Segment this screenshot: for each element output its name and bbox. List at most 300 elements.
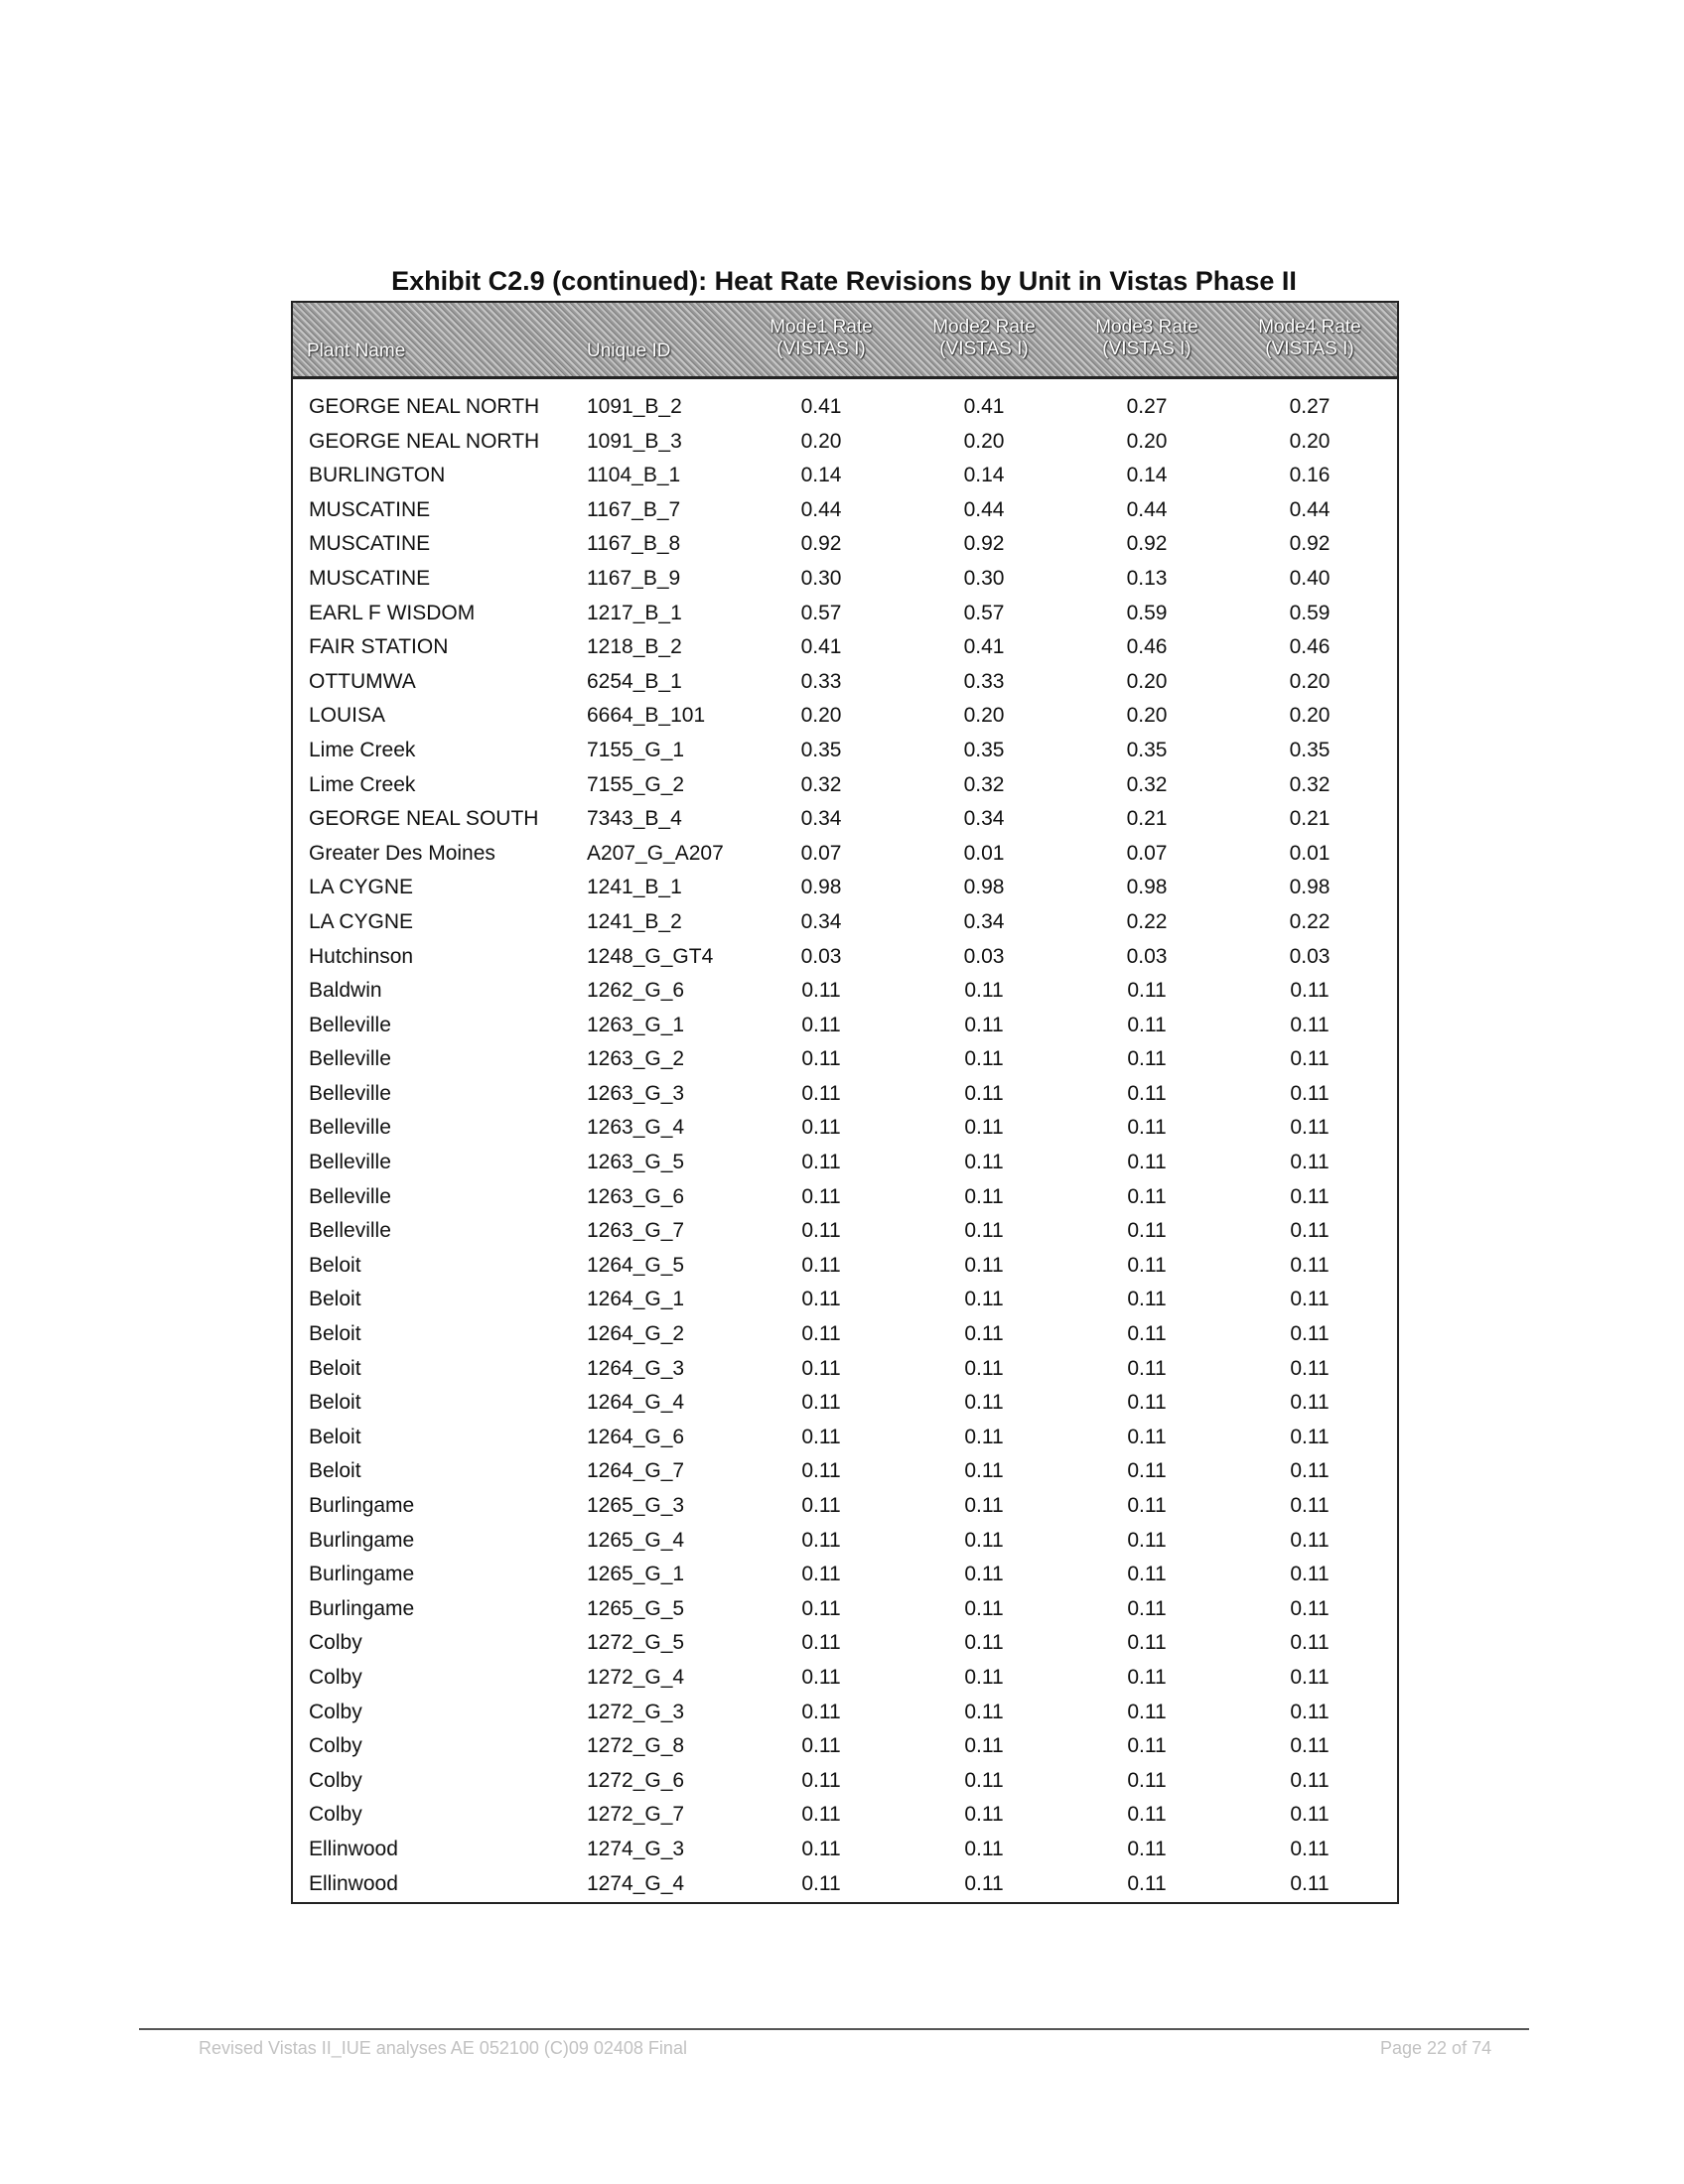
mode4-rate-cell: 0.11 — [1290, 1013, 1330, 1036]
table-row — [293, 1798, 1397, 1833]
mode2-rate-cell: 0.11 — [964, 1184, 1004, 1208]
mode4-rate-cell: 0.11 — [1290, 1563, 1330, 1586]
mode2-rate-cell: 0.20 — [963, 704, 1005, 728]
table-row — [293, 1283, 1397, 1317]
unique-id-cell: 6664_B_101 — [587, 704, 706, 728]
unique-id-cell: 1217_B_1 — [587, 601, 682, 624]
mode3-rate-cell: 0.92 — [1126, 532, 1168, 556]
mode4-rate-cell: 0.11 — [1290, 1288, 1330, 1311]
plant-name-cell: Belleville — [309, 1116, 391, 1140]
mode3-rate-cell: 0.11 — [1127, 1013, 1167, 1036]
plant-name-cell: BURLINGTON — [309, 464, 446, 487]
mode2-rate-cell: 0.30 — [963, 566, 1005, 590]
mode3-rate-cell: 0.03 — [1126, 944, 1168, 968]
mode1-rate-cell: 0.11 — [801, 1425, 841, 1448]
mode2-rate-cell: 0.11 — [964, 1596, 1004, 1620]
unique-id-cell: 7155_G_1 — [587, 738, 685, 761]
unique-id-cell: 7343_B_4 — [587, 807, 682, 831]
mode4-rate-cell: 0.11 — [1290, 1494, 1330, 1517]
mode3-rate-cell: 0.11 — [1127, 1322, 1167, 1346]
mode3-rate-cell: 0.11 — [1127, 1219, 1167, 1243]
table-header — [293, 303, 1397, 379]
table-row — [293, 1592, 1397, 1627]
mode4-rate-cell: 0.44 — [1289, 497, 1331, 521]
mode4-rate-cell: 0.16 — [1289, 464, 1331, 487]
header-plant-name: Plant Name — [307, 341, 406, 361]
table-row — [293, 699, 1397, 734]
mode1-rate-cell: 0.07 — [800, 841, 842, 865]
mode2-rate-cell: 0.11 — [964, 1081, 1004, 1105]
unique-id-cell: 1263_G_5 — [587, 1151, 685, 1174]
table-row — [293, 527, 1397, 562]
plant-name-cell: Colby — [309, 1768, 362, 1792]
mode4-rate-cell: 0.11 — [1290, 1425, 1330, 1448]
unique-id-cell: 1272_G_4 — [587, 1665, 685, 1689]
mode3-rate-cell: 0.11 — [1127, 1425, 1167, 1448]
mode1-rate-cell: 0.30 — [800, 566, 842, 590]
mode3-rate-cell: 0.11 — [1127, 1563, 1167, 1586]
unique-id-cell: 1264_G_1 — [587, 1288, 685, 1311]
mode2-rate-cell: 0.44 — [963, 497, 1005, 521]
plant-name-cell: MUSCATINE — [309, 566, 431, 590]
mode3-rate-cell: 0.22 — [1126, 909, 1168, 933]
mode1-rate-cell: 0.11 — [801, 979, 841, 1003]
mode2-rate-cell: 0.11 — [964, 979, 1004, 1003]
header-unique-id: Unique ID — [587, 341, 671, 361]
mode3-rate-cell: 0.11 — [1127, 1184, 1167, 1208]
footer-divider — [139, 2028, 1529, 2030]
mode2-rate-cell: 0.11 — [964, 1288, 1004, 1311]
mode1-rate-cell: 0.11 — [801, 1700, 841, 1723]
mode1-rate-cell: 0.11 — [801, 1528, 841, 1552]
table-row — [293, 1042, 1397, 1077]
unique-id-cell: A207_G_A207 — [587, 841, 724, 865]
plant-name-cell: Burlingame — [309, 1528, 415, 1552]
table-row — [293, 1489, 1397, 1524]
mode4-rate-cell: 0.27 — [1289, 395, 1331, 418]
mode1-rate-cell: 0.11 — [801, 1253, 841, 1277]
mode1-rate-cell: 0.11 — [801, 1803, 841, 1827]
table-row — [293, 1386, 1397, 1421]
mode2-rate-cell: 0.11 — [964, 1665, 1004, 1689]
plant-name-cell: Lime Creek — [309, 772, 416, 796]
unique-id-cell: 1265_G_3 — [587, 1494, 685, 1517]
table-row — [293, 493, 1397, 528]
mode4-rate-cell: 0.11 — [1290, 1151, 1330, 1174]
mode3-rate-cell: 0.20 — [1126, 429, 1168, 453]
mode4-rate-cell: 0.11 — [1290, 1837, 1330, 1860]
unique-id-cell: 1264_G_3 — [587, 1356, 685, 1380]
plant-name-cell: Belleville — [309, 1184, 391, 1208]
mode4-rate-cell: 0.11 — [1290, 1322, 1330, 1346]
mode2-rate-cell: 0.57 — [963, 601, 1005, 624]
unique-id-cell: 1263_G_4 — [587, 1116, 685, 1140]
table-row — [293, 802, 1397, 837]
header-mode4: Mode4 Rate (VISTAS I) — [1258, 317, 1361, 359]
table-row — [293, 905, 1397, 940]
plant-name-cell: MUSCATINE — [309, 532, 431, 556]
plant-name-cell: FAIR STATION — [309, 635, 449, 659]
unique-id-cell: 1262_G_6 — [587, 979, 685, 1003]
mode4-rate-cell: 0.11 — [1290, 1665, 1330, 1689]
mode3-rate-cell: 0.07 — [1126, 841, 1168, 865]
plant-name-cell: Lime Creek — [309, 738, 416, 761]
mode3-rate-cell: 0.11 — [1127, 1665, 1167, 1689]
unique-id-cell: 1264_G_5 — [587, 1253, 685, 1277]
mode4-rate-cell: 0.11 — [1290, 1081, 1330, 1105]
mode2-rate-cell: 0.03 — [963, 944, 1005, 968]
mode3-rate-cell: 0.11 — [1127, 1528, 1167, 1552]
unique-id-cell: 1091_B_2 — [587, 395, 682, 418]
unique-id-cell: 1264_G_7 — [587, 1459, 685, 1483]
unique-id-cell: 1241_B_2 — [587, 909, 682, 933]
table-row — [293, 1661, 1397, 1696]
mode3-rate-cell: 0.21 — [1126, 807, 1168, 831]
mode4-rate-cell: 0.22 — [1289, 909, 1331, 933]
mode1-rate-cell: 0.11 — [801, 1494, 841, 1517]
mode2-rate-cell: 0.34 — [963, 807, 1005, 831]
mode3-rate-cell: 0.11 — [1127, 1391, 1167, 1415]
table-row — [293, 459, 1397, 493]
unique-id-cell: 1167_B_8 — [587, 532, 681, 556]
table-row — [293, 974, 1397, 1009]
unique-id-cell: 1263_G_1 — [587, 1013, 685, 1036]
unique-id-cell: 1272_G_5 — [587, 1631, 685, 1655]
mode1-rate-cell: 0.11 — [801, 1596, 841, 1620]
table-row — [293, 1214, 1397, 1249]
mode4-rate-cell: 0.11 — [1290, 1596, 1330, 1620]
table-row — [293, 1867, 1397, 1902]
mode3-rate-cell: 0.59 — [1126, 601, 1168, 624]
mode3-rate-cell: 0.11 — [1127, 1253, 1167, 1277]
mode1-rate-cell: 0.11 — [801, 1631, 841, 1655]
mode3-rate-cell: 0.11 — [1127, 1700, 1167, 1723]
unique-id-cell: 1265_G_4 — [587, 1528, 685, 1552]
unique-id-cell: 1265_G_1 — [587, 1563, 685, 1586]
mode2-rate-cell: 0.11 — [964, 1768, 1004, 1792]
unique-id-cell: 1091_B_3 — [587, 429, 682, 453]
plant-name-cell: GEORGE NEAL SOUTH — [309, 807, 539, 831]
mode1-rate-cell: 0.11 — [801, 1151, 841, 1174]
mode3-rate-cell: 0.11 — [1127, 1356, 1167, 1380]
unique-id-cell: 1263_G_2 — [587, 1047, 685, 1071]
mode3-rate-cell: 0.11 — [1127, 1631, 1167, 1655]
unique-id-cell: 1104_B_1 — [587, 464, 681, 487]
unique-id-cell: 1263_G_6 — [587, 1184, 685, 1208]
mode2-rate-cell: 0.11 — [964, 1700, 1004, 1723]
mode3-rate-cell: 0.11 — [1127, 1288, 1167, 1311]
plant-name-cell: Ellinwood — [309, 1871, 398, 1895]
mode3-rate-cell: 0.27 — [1126, 395, 1168, 418]
mode1-rate-cell: 0.11 — [801, 1665, 841, 1689]
plant-name-cell: Belleville — [309, 1219, 391, 1243]
table-row — [293, 1764, 1397, 1799]
mode4-rate-cell: 0.11 — [1290, 1803, 1330, 1827]
plant-name-cell: Colby — [309, 1700, 362, 1723]
table-row — [293, 1352, 1397, 1387]
mode1-rate-cell: 0.34 — [800, 909, 842, 933]
plant-name-cell: Colby — [309, 1803, 362, 1827]
mode3-rate-cell: 0.11 — [1127, 979, 1167, 1003]
unique-id-cell: 1264_G_4 — [587, 1391, 685, 1415]
plant-name-cell: Belleville — [309, 1013, 391, 1036]
table-row — [293, 768, 1397, 803]
mode3-rate-cell: 0.11 — [1127, 1151, 1167, 1174]
mode4-rate-cell: 0.01 — [1289, 841, 1331, 865]
mode3-rate-cell: 0.11 — [1127, 1116, 1167, 1140]
table-row — [293, 1696, 1397, 1730]
mode3-rate-cell: 0.46 — [1126, 635, 1168, 659]
unique-id-cell: 7155_G_2 — [587, 772, 685, 796]
mode3-rate-cell: 0.11 — [1127, 1803, 1167, 1827]
mode3-rate-cell: 0.98 — [1126, 876, 1168, 899]
plant-name-cell: Beloit — [309, 1356, 361, 1380]
mode2-rate-cell: 0.11 — [964, 1356, 1004, 1380]
mode2-rate-cell: 0.20 — [963, 429, 1005, 453]
mode2-rate-cell: 0.14 — [963, 464, 1005, 487]
mode2-rate-cell: 0.11 — [964, 1871, 1004, 1895]
plant-name-cell: Beloit — [309, 1288, 361, 1311]
mode2-rate-cell: 0.11 — [964, 1116, 1004, 1140]
mode1-rate-cell: 0.34 — [800, 807, 842, 831]
table-row — [293, 1421, 1397, 1455]
mode3-rate-cell: 0.11 — [1127, 1837, 1167, 1860]
plant-name-cell: Beloit — [309, 1425, 361, 1448]
mode1-rate-cell: 0.11 — [801, 1768, 841, 1792]
mode2-rate-cell: 0.11 — [964, 1459, 1004, 1483]
table-row — [293, 1077, 1397, 1112]
table-row — [293, 1833, 1397, 1867]
mode1-rate-cell: 0.32 — [800, 772, 842, 796]
plant-name-cell: MUSCATINE — [309, 497, 431, 521]
mode3-rate-cell: 0.14 — [1126, 464, 1168, 487]
plant-name-cell: GEORGE NEAL NORTH — [309, 395, 540, 418]
mode2-rate-cell: 0.11 — [964, 1219, 1004, 1243]
mode4-rate-cell: 0.35 — [1289, 738, 1331, 761]
mode1-rate-cell: 0.11 — [801, 1391, 841, 1415]
mode3-rate-cell: 0.11 — [1127, 1081, 1167, 1105]
mode3-rate-cell: 0.11 — [1127, 1047, 1167, 1071]
mode2-rate-cell: 0.35 — [963, 738, 1005, 761]
table-row — [293, 665, 1397, 700]
mode2-rate-cell: 0.11 — [964, 1837, 1004, 1860]
mode3-rate-cell: 0.11 — [1127, 1459, 1167, 1483]
unique-id-cell: 1167_B_7 — [587, 497, 681, 521]
mode2-rate-cell: 0.11 — [964, 1151, 1004, 1174]
mode4-rate-cell: 0.11 — [1290, 1768, 1330, 1792]
mode1-rate-cell: 0.11 — [801, 1734, 841, 1758]
plant-name-cell: Ellinwood — [309, 1837, 398, 1860]
mode4-rate-cell: 0.20 — [1289, 704, 1331, 728]
mode4-rate-cell: 0.11 — [1290, 1700, 1330, 1723]
mode1-rate-cell: 0.11 — [801, 1081, 841, 1105]
table-row — [293, 1454, 1397, 1489]
mode2-rate-cell: 0.11 — [964, 1631, 1004, 1655]
mode1-rate-cell: 0.20 — [800, 704, 842, 728]
mode1-rate-cell: 0.11 — [801, 1184, 841, 1208]
mode3-rate-cell: 0.13 — [1126, 566, 1168, 590]
mode1-rate-cell: 0.11 — [801, 1322, 841, 1346]
mode1-rate-cell: 0.35 — [800, 738, 842, 761]
table-row — [293, 871, 1397, 905]
table-row — [293, 390, 1397, 425]
unique-id-cell: 1263_G_3 — [587, 1081, 685, 1105]
mode1-rate-cell: 0.11 — [801, 1219, 841, 1243]
mode1-rate-cell: 0.20 — [800, 429, 842, 453]
mode4-rate-cell: 0.11 — [1290, 1871, 1330, 1895]
plant-name-cell: Burlingame — [309, 1494, 415, 1517]
table-row — [293, 1249, 1397, 1284]
unique-id-cell: 1248_G_GT4 — [587, 944, 714, 968]
plant-name-cell: LA CYGNE — [309, 876, 414, 899]
mode4-rate-cell: 0.11 — [1290, 1047, 1330, 1071]
plant-name-cell: LA CYGNE — [309, 909, 414, 933]
plant-name-cell: Beloit — [309, 1391, 361, 1415]
unique-id-cell: 1272_G_7 — [587, 1803, 685, 1827]
plant-name-cell: Belleville — [309, 1151, 391, 1174]
plant-name-cell: LOUISA — [309, 704, 386, 728]
heat-rate-table — [291, 301, 1399, 1904]
mode4-rate-cell: 0.11 — [1290, 1184, 1330, 1208]
mode3-rate-cell: 0.11 — [1127, 1596, 1167, 1620]
mode2-rate-cell: 0.11 — [964, 1253, 1004, 1277]
mode1-rate-cell: 0.11 — [801, 1563, 841, 1586]
mode4-rate-cell: 0.11 — [1290, 1631, 1330, 1655]
mode2-rate-cell: 0.32 — [963, 772, 1005, 796]
plant-name-cell: Belleville — [309, 1047, 391, 1071]
unique-id-cell: 6254_B_1 — [587, 669, 682, 693]
plant-name-cell: Burlingame — [309, 1563, 415, 1586]
mode2-rate-cell: 0.11 — [964, 1494, 1004, 1517]
mode1-rate-cell: 0.57 — [800, 601, 842, 624]
mode2-rate-cell: 0.34 — [963, 909, 1005, 933]
mode4-rate-cell: 0.11 — [1290, 1116, 1330, 1140]
plant-name-cell: Beloit — [309, 1322, 361, 1346]
table-row — [293, 734, 1397, 768]
mode3-rate-cell: 0.11 — [1127, 1871, 1167, 1895]
mode4-rate-cell: 0.11 — [1290, 1528, 1330, 1552]
table-row — [293, 1729, 1397, 1764]
mode4-rate-cell: 0.32 — [1289, 772, 1331, 796]
mode4-rate-cell: 0.11 — [1290, 979, 1330, 1003]
mode1-rate-cell: 0.11 — [801, 1047, 841, 1071]
mode2-rate-cell: 0.11 — [964, 1425, 1004, 1448]
table-row — [293, 1111, 1397, 1146]
plant-name-cell: Beloit — [309, 1253, 361, 1277]
mode1-rate-cell: 0.11 — [801, 1837, 841, 1860]
mode2-rate-cell: 0.11 — [964, 1047, 1004, 1071]
mode3-rate-cell: 0.20 — [1126, 669, 1168, 693]
unique-id-cell: 1241_B_1 — [587, 876, 682, 899]
table-row — [293, 1180, 1397, 1215]
unique-id-cell: 1265_G_5 — [587, 1596, 685, 1620]
unique-id-cell: 1272_G_8 — [587, 1734, 685, 1758]
mode4-rate-cell: 0.03 — [1289, 944, 1331, 968]
header-mode3: Mode3 Rate (VISTAS I) — [1095, 317, 1198, 359]
mode3-rate-cell: 0.35 — [1126, 738, 1168, 761]
unique-id-cell: 1272_G_6 — [587, 1768, 685, 1792]
mode3-rate-cell: 0.20 — [1126, 704, 1168, 728]
plant-name-cell: Hutchinson — [309, 944, 414, 968]
mode1-rate-cell: 0.03 — [800, 944, 842, 968]
unique-id-cell: 1218_B_2 — [587, 635, 682, 659]
mode1-rate-cell: 0.41 — [800, 635, 842, 659]
mode2-rate-cell: 0.92 — [963, 532, 1005, 556]
mode4-rate-cell: 0.20 — [1289, 669, 1331, 693]
plant-name-cell: Colby — [309, 1631, 362, 1655]
unique-id-cell: 1274_G_3 — [587, 1837, 685, 1860]
mode2-rate-cell: 0.11 — [964, 1391, 1004, 1415]
mode1-rate-cell: 0.11 — [801, 1013, 841, 1036]
unique-id-cell: 1263_G_7 — [587, 1219, 685, 1243]
plant-name-cell: Colby — [309, 1734, 362, 1758]
plant-name-cell: GEORGE NEAL NORTH — [309, 429, 540, 453]
mode2-rate-cell: 0.41 — [963, 635, 1005, 659]
mode4-rate-cell: 0.98 — [1289, 876, 1331, 899]
footer-page-number: Page 22 of 74 — [1380, 2038, 1492, 2058]
mode1-rate-cell: 0.11 — [801, 1871, 841, 1895]
plant-name-cell: Baldwin — [309, 979, 382, 1003]
table-row — [293, 630, 1397, 665]
table-body — [293, 390, 1397, 1901]
mode1-rate-cell: 0.98 — [800, 876, 842, 899]
plant-name-cell: Burlingame — [309, 1596, 415, 1620]
table-row — [293, 562, 1397, 597]
mode1-rate-cell: 0.11 — [801, 1288, 841, 1311]
unique-id-cell: 1264_G_2 — [587, 1322, 685, 1346]
table-row — [293, 837, 1397, 872]
plant-name-cell: Beloit — [309, 1459, 361, 1483]
plant-name-cell: Greater Des Moines — [309, 841, 495, 865]
mode4-rate-cell: 0.11 — [1290, 1391, 1330, 1415]
mode2-rate-cell: 0.11 — [964, 1528, 1004, 1552]
mode3-rate-cell: 0.44 — [1126, 497, 1168, 521]
table-row — [293, 940, 1397, 975]
mode4-rate-cell: 0.11 — [1290, 1356, 1330, 1380]
plant-name-cell: OTTUMWA — [309, 669, 416, 693]
mode2-rate-cell: 0.33 — [963, 669, 1005, 693]
mode4-rate-cell: 0.21 — [1289, 807, 1331, 831]
table-row — [293, 597, 1397, 631]
mode2-rate-cell: 0.98 — [963, 876, 1005, 899]
plant-name-cell: Belleville — [309, 1081, 391, 1105]
mode2-rate-cell: 0.11 — [964, 1734, 1004, 1758]
mode3-rate-cell: 0.11 — [1127, 1494, 1167, 1517]
header-mode2: Mode2 Rate (VISTAS I) — [932, 317, 1036, 359]
mode1-rate-cell: 0.11 — [801, 1116, 841, 1140]
mode2-rate-cell: 0.01 — [963, 841, 1005, 865]
mode4-rate-cell: 0.20 — [1289, 429, 1331, 453]
table-row — [293, 1524, 1397, 1559]
mode2-rate-cell: 0.11 — [964, 1803, 1004, 1827]
footer-document-name: Revised Vistas II_IUE analyses AE 052100 (C)09 02408 Final — [199, 2038, 687, 2058]
mode2-rate-cell: 0.41 — [963, 395, 1005, 418]
mode1-rate-cell: 0.11 — [801, 1459, 841, 1483]
mode4-rate-cell: 0.40 — [1289, 566, 1331, 590]
mode4-rate-cell: 0.11 — [1290, 1219, 1330, 1243]
mode1-rate-cell: 0.33 — [800, 669, 842, 693]
mode2-rate-cell: 0.11 — [964, 1322, 1004, 1346]
mode1-rate-cell: 0.92 — [800, 532, 842, 556]
table-row — [293, 425, 1397, 460]
mode4-rate-cell: 0.46 — [1289, 635, 1331, 659]
table-row — [293, 1558, 1397, 1592]
mode1-rate-cell: 0.11 — [801, 1356, 841, 1380]
unique-id-cell: 1272_G_3 — [587, 1700, 685, 1723]
mode1-rate-cell: 0.44 — [800, 497, 842, 521]
table-row — [293, 1626, 1397, 1661]
mode4-rate-cell: 0.11 — [1290, 1253, 1330, 1277]
